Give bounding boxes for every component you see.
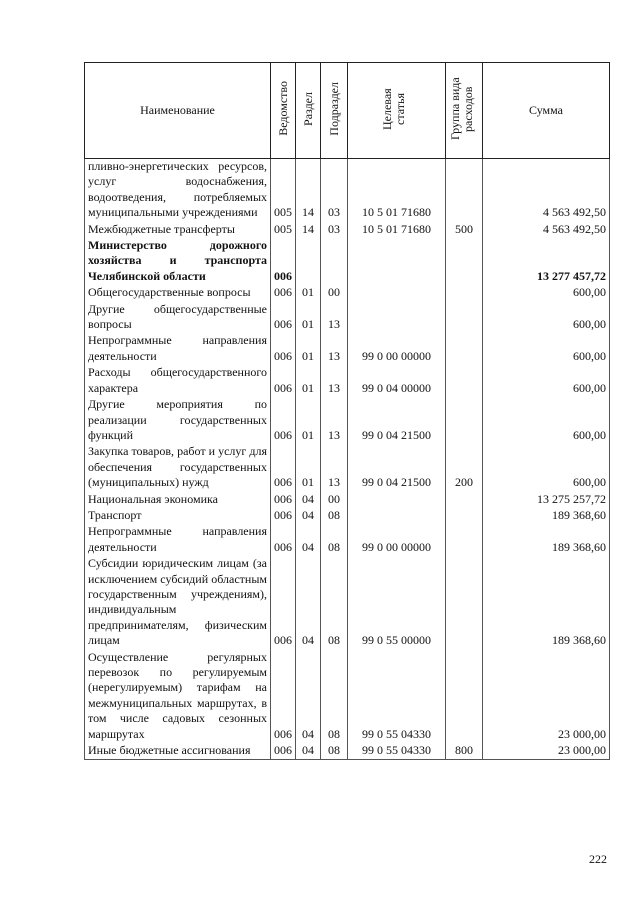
cell-dept: 006 <box>271 508 296 524</box>
cell-subsection: 08 <box>321 743 348 760</box>
cell-section: 04 <box>296 650 321 743</box>
cell-dept: 006 <box>271 444 296 491</box>
cell-subsection: 00 <box>321 492 348 508</box>
cell-name: Транспорт <box>85 508 271 524</box>
budget-table-container <box>84 62 609 848</box>
cell-dept: 006 <box>271 650 296 743</box>
cell-name: Непрограммные направления деятельности <box>85 524 271 556</box>
cell-sum: 23 000,00 <box>483 650 610 743</box>
cell-group <box>446 333 483 365</box>
cell-target: 99 0 00 00000 <box>348 524 446 556</box>
budget-table <box>84 62 610 760</box>
cell-target: 99 0 04 21500 <box>348 444 446 491</box>
cell-subsection: 03 <box>321 222 348 238</box>
cell-section: 04 <box>296 743 321 760</box>
cell-subsection: 08 <box>321 508 348 524</box>
header-name: Наименование <box>85 63 271 159</box>
cell-group <box>446 508 483 524</box>
cell-name: Национальная экономика <box>85 492 271 508</box>
table-row <box>85 159 610 222</box>
cell-sum: 13 275 257,72 <box>483 492 610 508</box>
cell-section: 14 <box>296 222 321 238</box>
cell-sum: 600,00 <box>483 333 610 365</box>
header-section: Раздел <box>296 63 321 159</box>
cell-dept: 006 <box>271 285 296 301</box>
cell-section: 04 <box>296 556 321 649</box>
cell-group <box>446 492 483 508</box>
cell-subsection: 08 <box>321 650 348 743</box>
cell-dept: 005 <box>271 222 296 238</box>
cell-group <box>446 285 483 301</box>
table-row <box>85 333 610 365</box>
cell-sum: 23 000,00 <box>483 743 610 760</box>
cell-group <box>446 302 483 334</box>
cell-name: Общегосударственные вопросы <box>85 285 271 301</box>
cell-group <box>446 556 483 649</box>
cell-target: 99 0 55 04330 <box>348 650 446 743</box>
cell-name: Межбюджетные трансферты <box>85 222 271 238</box>
cell-group <box>446 365 483 397</box>
cell-sum: 4 563 492,50 <box>483 159 610 222</box>
cell-target <box>348 285 446 301</box>
cell-subsection: 08 <box>321 524 348 556</box>
cell-name: пливно-энергетических ресурсов, услуг водоснабжения, водоотведения, потребляемых муниципальными учреждениями <box>85 159 271 222</box>
header-dept: Ведомство <box>271 63 296 159</box>
table-row <box>85 238 610 285</box>
cell-name: Субсидии юридическим лицам (за исключением субсидий областным государственным учреждениям), индивидуальным предпринимателям, физическим лицам <box>85 556 271 649</box>
cell-group: 500 <box>446 222 483 238</box>
table-row <box>85 508 610 524</box>
cell-sum: 600,00 <box>483 285 610 301</box>
cell-section: 01 <box>296 333 321 365</box>
cell-subsection: 08 <box>321 556 348 649</box>
table-header-row <box>85 63 610 159</box>
cell-name: Другие мероприятия по реализации государственных функций <box>85 397 271 444</box>
cell-dept: 005 <box>271 159 296 222</box>
cell-name: Другие общегосударственные вопросы <box>85 302 271 334</box>
cell-dept: 006 <box>271 492 296 508</box>
cell-name: Министерство дорожного хозяйства и транспорта Челябинской области <box>85 238 271 285</box>
table-row <box>85 743 610 760</box>
cell-sum: 600,00 <box>483 302 610 334</box>
cell-subsection: 13 <box>321 397 348 444</box>
cell-section: 14 <box>296 159 321 222</box>
cell-section <box>296 238 321 285</box>
cell-group <box>446 524 483 556</box>
cell-target: 10 5 01 71680 <box>348 222 446 238</box>
cell-group <box>446 650 483 743</box>
cell-name: Непрограммные направления деятельности <box>85 333 271 365</box>
cell-subsection: 03 <box>321 159 348 222</box>
cell-dept: 006 <box>271 743 296 760</box>
cell-section: 04 <box>296 524 321 556</box>
table-row <box>85 524 610 556</box>
cell-dept: 006 <box>271 365 296 397</box>
cell-dept: 006 <box>271 238 296 285</box>
cell-sum: 189 368,60 <box>483 524 610 556</box>
header-sum: Сумма <box>483 63 610 159</box>
table-row <box>85 285 610 301</box>
cell-subsection: 13 <box>321 365 348 397</box>
cell-section: 04 <box>296 492 321 508</box>
table-row <box>85 492 610 508</box>
header-target: Целевая статья <box>348 63 446 159</box>
cell-name: Иные бюджетные ассигнования <box>85 743 271 760</box>
cell-dept: 006 <box>271 556 296 649</box>
cell-subsection: 00 <box>321 285 348 301</box>
cell-sum: 600,00 <box>483 365 610 397</box>
cell-target: 99 0 55 00000 <box>348 556 446 649</box>
cell-group <box>446 397 483 444</box>
cell-dept: 006 <box>271 333 296 365</box>
cell-subsection: 13 <box>321 333 348 365</box>
table-row <box>85 365 610 397</box>
cell-section: 01 <box>296 397 321 444</box>
cell-group: 200 <box>446 444 483 491</box>
cell-target: 99 0 04 21500 <box>348 397 446 444</box>
cell-group <box>446 159 483 222</box>
cell-dept: 006 <box>271 524 296 556</box>
cell-target: 99 0 55 04330 <box>348 743 446 760</box>
cell-subsection <box>321 238 348 285</box>
cell-target <box>348 238 446 285</box>
cell-section: 01 <box>296 285 321 301</box>
header-group: Группа вида расходов <box>446 63 483 159</box>
cell-dept: 006 <box>271 302 296 334</box>
cell-target <box>348 302 446 334</box>
cell-sum: 189 368,60 <box>483 556 610 649</box>
cell-section: 01 <box>296 302 321 334</box>
cell-name: Осуществление регулярных перевозок по регулируемым (нерегулируемым) тарифам на межмуниципальных маршрутах, в том числе садовых сезонных маршрутах <box>85 650 271 743</box>
cell-name: Расходы общегосударственного характера <box>85 365 271 397</box>
header-subsection: Подраздел <box>321 63 348 159</box>
cell-dept: 006 <box>271 397 296 444</box>
cell-sum: 600,00 <box>483 397 610 444</box>
cell-section: 01 <box>296 444 321 491</box>
cell-target: 99 0 04 00000 <box>348 365 446 397</box>
table-row <box>85 650 610 743</box>
table-row <box>85 222 610 238</box>
table-row <box>85 302 610 334</box>
cell-target <box>348 508 446 524</box>
cell-target: 99 0 00 00000 <box>348 333 446 365</box>
cell-sum: 600,00 <box>483 444 610 491</box>
table-row <box>85 444 610 491</box>
cell-sum: 189 368,60 <box>483 508 610 524</box>
cell-sum: 13 277 457,72 <box>483 238 610 285</box>
cell-target: 10 5 01 71680 <box>348 159 446 222</box>
cell-subsection: 13 <box>321 302 348 334</box>
cell-name: Закупка товаров, работ и услуг для обеспечения государственных (муниципальных) нужд <box>85 444 271 491</box>
cell-section: 04 <box>296 508 321 524</box>
cell-target <box>348 492 446 508</box>
cell-group <box>446 238 483 285</box>
cell-sum: 4 563 492,50 <box>483 222 610 238</box>
cell-group: 800 <box>446 743 483 760</box>
page-number: 222 <box>589 852 607 866</box>
cell-section: 01 <box>296 365 321 397</box>
table-row <box>85 397 610 444</box>
cell-subsection: 13 <box>321 444 348 491</box>
table-row <box>85 556 610 649</box>
